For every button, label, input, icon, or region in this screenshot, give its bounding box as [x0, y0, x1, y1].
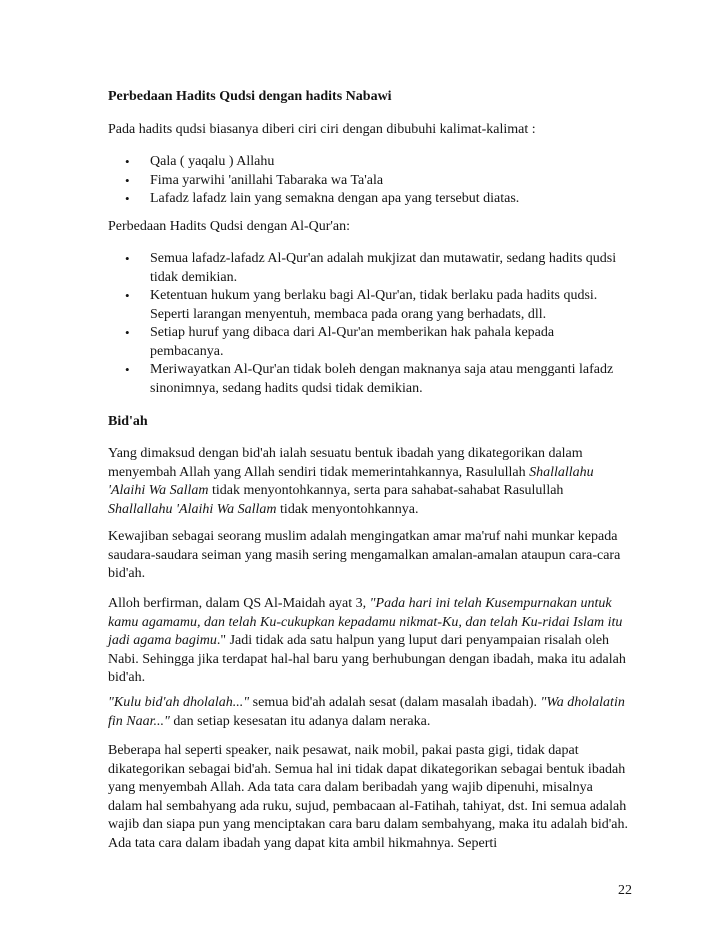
list-item: • Lafadz lafadz lain yang semakna dengan apa yang tersebut diatas. — [108, 190, 628, 209]
section-heading-hadits-qudsi-nabawi: Perbedaan Hadits Qudsi dengan hadits Nabawi — [108, 89, 392, 104]
list-item: • Semua lafadz-lafadz Al-Qur'an adalah mukjizat dan mutawatir, sedang hadits qudsi tidak demikian. — [108, 250, 618, 287]
list-item: • Fima yarwihi 'anillahi Tabaraka wa Ta'ala — [108, 172, 628, 191]
section-heading-bidah: Bid'ah — [108, 414, 148, 429]
list-item: • Ketentuan hukum yang berlaku bagi Al-Qur'an, tidak berlaku pada hadits qudsi. Seperti larangan menyentuh, membaca pada orang yang berhadats, dll. — [108, 287, 618, 324]
paragraph-kulu-bidah: "Kulu bid'ah dholalah..." semua bid'ah adalah sesat (dalam masalah ibadah). "Wa dholalatin fin Naar..." dan setiap kesesatan itu adanya dalam neraka. — [108, 695, 625, 729]
page-number: 22 — [618, 883, 632, 898]
paragraph-bidah-definition: Yang dimaksud dengan bid'ah ialah sesuatu bentuk ibadah yang dikategorikan dalam menyembah Allah yang Allah sendiri tidak memerintahkannya, Rasulullah Shallallahu 'Alaihi Wa Sallam tidak menyontohkannya, serta para sahabat-sahabat Rasulullah Shallallahu 'Alaihi Wa Sallam tidak menyontohkannya. — [108, 446, 594, 517]
list-qudsi-phrases — [108, 153, 628, 209]
list-item: • Meriwayatkan Al-Qur'an tidak boleh dengan maknanya saja atau mengganti lafadz sinonimnya, sedang hadits qudsi tidak demikian. — [108, 361, 618, 398]
paragraph-qudsi-vs-quran-intro: Perbedaan Hadits Qudsi dengan Al-Qur'an: — [108, 219, 351, 234]
paragraph-al-maidah: Alloh berfirman, dalam QS Al-Maidah ayat 3, "Pada hari ini telah Kusempurnakan untuk kamu agamamu, dan telah Ku-cukupkan kepadamu nikmat-Ku, dan telah Ku-ridai Islam itu jadi agama bagimu." Jadi tidak ada satu halpun yang luput dari penyampaian risalah oleh Nabi. Sehingga jika terdapat hal-hal baru yang berhubungan dengan ibadah, maka itu adalah bid'ah. — [108, 596, 626, 685]
paragraph-kewajiban: Kewajiban sebagai seorang muslim adalah mengingatkan amar ma'ruf nahi munkar kepada saudara-saudara seiman yang masih sering mengamalkan amalan-amalan ataupun cara-cara bid'ah. — [108, 529, 621, 581]
paragraph-contoh-bukan-bidah: Beberapa hal seperti speaker, naik pesawat, naik mobil, pakai pasta gigi, tidak dapat dikategorikan sebagai bid'ah. Semua hal ini tidak dapat dikategorikan sebagai bentuk ibadah yang menyembah Allah. Ada tata cara dalam beribadah yang wajib dipenuhi, misalnya dalam hal sembahyang ada ruku, sujud, pembacaan al-Fatihah, tahiyat, dst. Ini semua adalah wajib dan siapa pun yang menciptakan cara baru dalam sembahyang, maka itu adalah bid'ah. Ada tata cara dalam ibadah yang dapat kita ambil hikmahnya. Seperti — [108, 743, 628, 851]
paragraph-qudsi-intro: Pada hadits qudsi biasanya diberi ciri ciri dengan dibubuhi kalimat-kalimat : — [108, 122, 536, 137]
list-item: • Qala ( yaqalu ) Allahu — [108, 153, 628, 172]
list-qudsi-vs-quran — [108, 250, 618, 398]
list-item: • Setiap huruf yang dibaca dari Al-Qur'an memberikan hak pahala kepada pembacanya. — [108, 324, 618, 361]
